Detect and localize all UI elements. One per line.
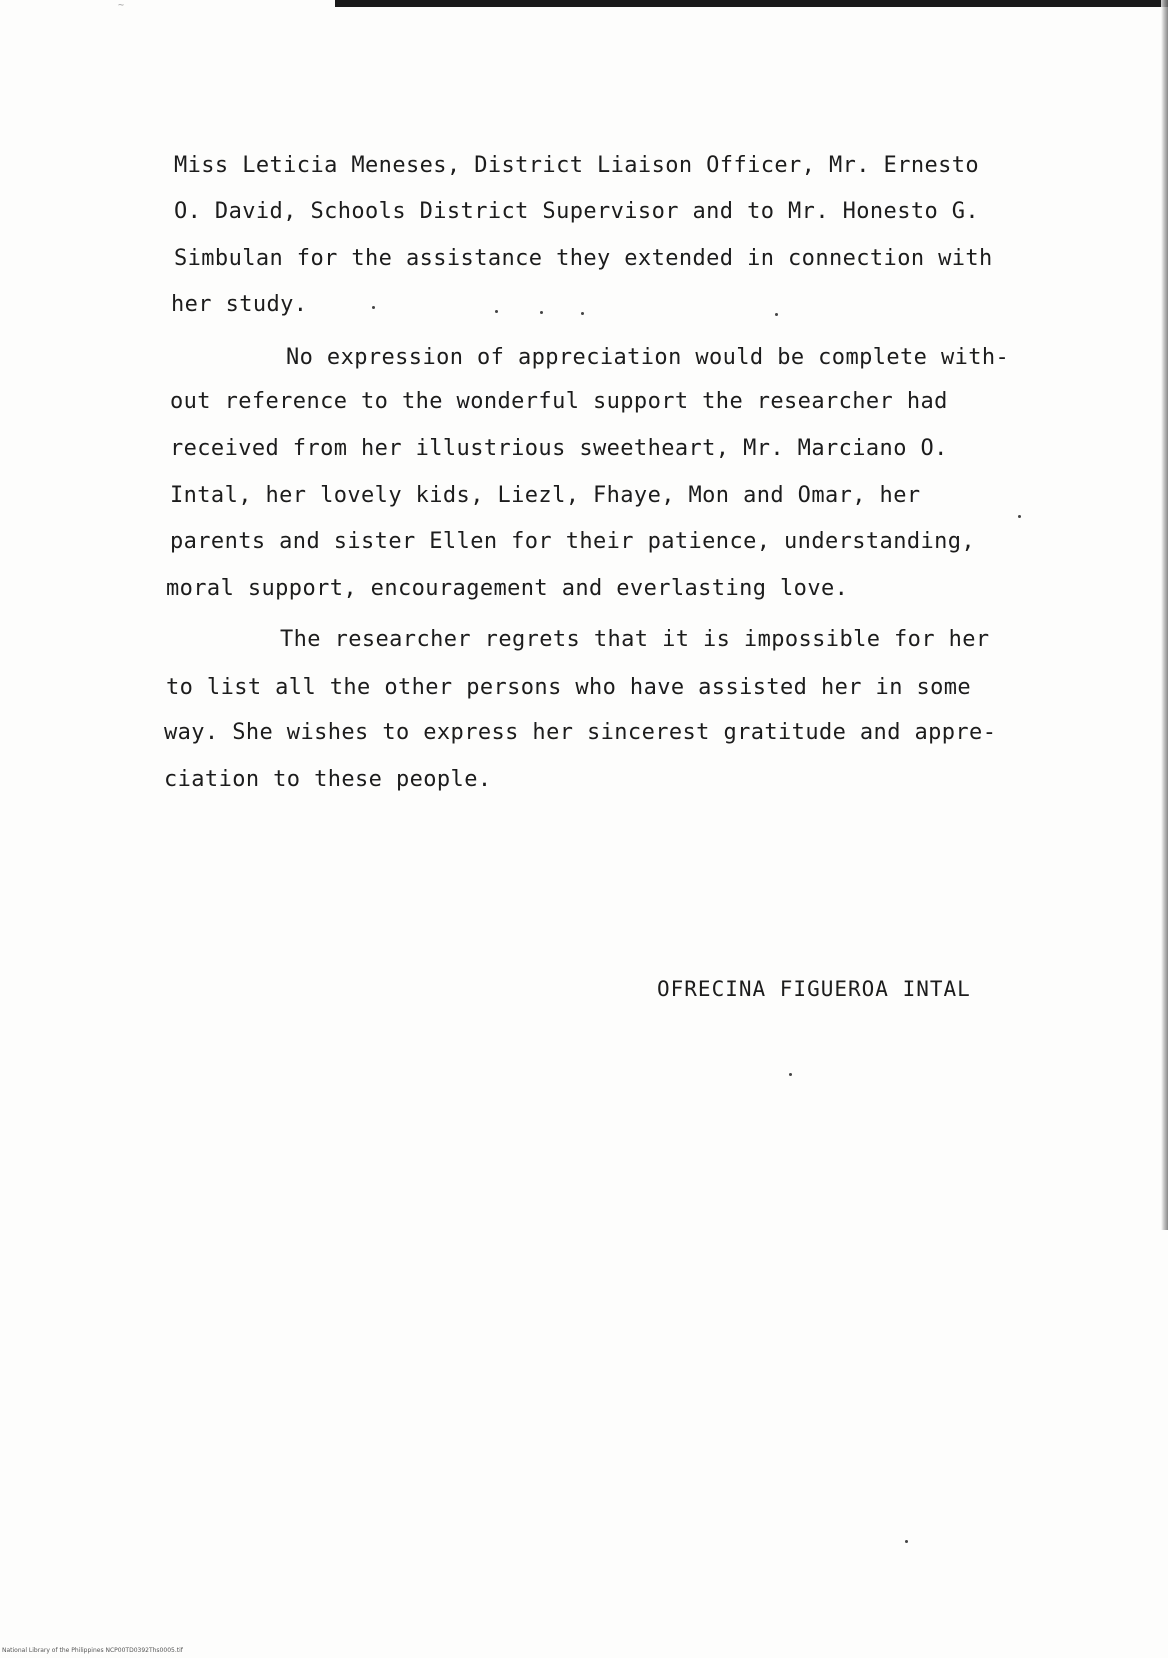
top-scan-border [335,0,1168,7]
paragraph-1-line-4: her study. [171,292,308,317]
paragraph-2-line-6: moral support, encouragement and everlasting love. [166,576,849,601]
scan-speck [775,313,778,316]
paragraph-2-line-5: parents and sister Ellen for their patience, understanding, [170,529,976,554]
scan-speck [581,312,584,315]
scan-speck [789,1073,792,1076]
scan-speck [905,1540,908,1543]
paragraph-1-line-1: Miss Leticia Meneses, District Liaison Officer, Mr. Ernesto [174,153,980,178]
author-signature: OFRECINA FIGUEROA INTAL [657,977,971,1001]
paragraph-3-line-2: to list all the other persons who have assisted her in some [166,675,972,700]
paragraph-1-line-2: O. David, Schools District Supervisor and to Mr. Honesto G. [174,199,980,224]
paragraph-1-line-3: Simbulan for the assistance they extended in connection with [174,246,993,271]
library-footer-stamp: National Library of the Philippines NCP00TD0392Ths0005.tif [2,1647,183,1654]
scan-speck [540,311,543,314]
paragraph-3-line-1: The researcher regrets that it is impossible for her [280,627,990,652]
paragraph-2-line-2: out reference to the wonderful support the researcher had [170,389,948,414]
paragraph-2-line-3: received from her illustrious sweetheart, Mr. Marciano O. [170,436,948,461]
scan-speck [495,310,498,313]
paragraph-3-line-3: way. She wishes to express her sincerest gratitude and appre- [164,720,997,745]
paragraph-2-line-4: Intal, her lovely kids, Liezl, Fhaye, Mon and Omar, her [170,483,921,508]
paragraph-2-line-1: No expression of appreciation would be complete with- [286,345,1010,370]
scan-speck [372,306,375,309]
right-scan-edge [1161,0,1168,1230]
paragraph-3-line-4: ciation to these people. [164,767,492,792]
scan-speck [1018,515,1021,518]
corner-mark: ~ [118,0,125,11]
